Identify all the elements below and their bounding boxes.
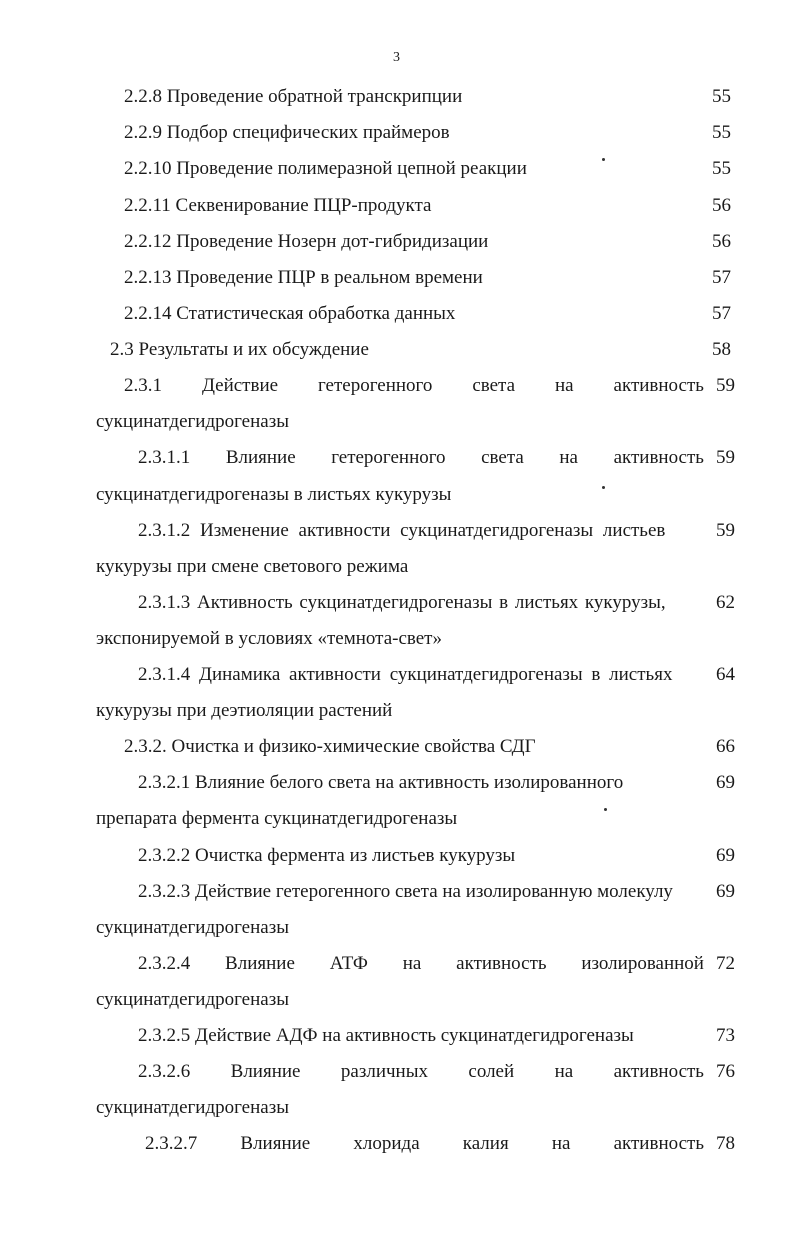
toc-entry-2-3-2-page: 66 [716, 736, 735, 757]
toc-entry-2-3-2-3-continuation: сукцинатдегидрогеназы [96, 917, 289, 938]
toc-word: на [554, 1061, 574, 1082]
toc-entry-2-2-13-title: 2.2.13 Проведение ПЦР в реальном времени [124, 267, 483, 288]
toc-entry-2-3-2-1-title: 2.3.2.1 Влияние белого света на активность изолированного [138, 772, 624, 793]
toc-entry-2-3-1-2-continuation: кукурузы при смене светового режима [96, 556, 409, 577]
toc-entry-2-2-9-title: 2.2.9 Подбор специфических праймеров [124, 122, 450, 143]
toc-word: активность [613, 1133, 704, 1154]
toc-entry-2-3-1-page: 59 [716, 375, 735, 396]
toc-entry-2-3-1-continuation: сукцинатдегидрогеназы [96, 411, 289, 432]
toc-entry-2-3-2-6-title [138, 1059, 704, 1085]
scan-speck [604, 808, 607, 811]
toc-entry-2-3-2-3-page: 69 [716, 881, 735, 902]
toc-entry-2-3-2-2-page: 69 [716, 845, 735, 866]
toc-entry-2-3-2-1-page: 69 [716, 772, 735, 793]
toc-entry-2-2-12-title: 2.2.12 Проведение Нозерн дот-гибридизации [124, 231, 489, 252]
toc-entry-2-3-1-4-page: 64 [716, 664, 735, 685]
toc-entry-2-3-title: 2.3 Результаты и их обсуждение [110, 339, 369, 360]
toc-entry-2-3-2-6-page: 76 [716, 1061, 735, 1082]
toc-entry-2-2-13-page: 57 [712, 267, 731, 288]
toc-word: гетерогенного [331, 447, 446, 468]
toc-word: на [551, 1133, 571, 1154]
toc-entry-2-3-1-title [124, 373, 704, 399]
toc-word: изолированной [581, 953, 704, 974]
toc-entry-2-3-2-7-page: 78 [716, 1133, 735, 1154]
toc-word: АТФ [329, 953, 368, 974]
toc-word: активность [456, 953, 547, 974]
toc-word: на [402, 953, 422, 974]
toc-entry-2-2-8-page: 55 [712, 86, 731, 107]
toc-entry-2-3-2-1-continuation: препарата фермента сукцинатдегидрогеназы [96, 808, 458, 829]
toc-word: гетерогенного [318, 375, 433, 396]
toc-entry-2-3-1-1-title [138, 445, 704, 471]
toc-word: 2.3.2.7 [145, 1133, 198, 1154]
toc-word: калия [462, 1133, 509, 1154]
toc-entry-2-2-11-title: 2.2.11 Секвенирование ПЦР-продукта [124, 195, 432, 216]
toc-word: Действие [201, 375, 279, 396]
toc-entry-2-3-1-2-page: 59 [716, 520, 735, 541]
toc-word: различных [340, 1061, 428, 1082]
toc-entry-2-3-1-2-title: 2.3.1.2 Изменение активности сукцинатдегидрогеназы листьев [138, 520, 666, 541]
toc-entry-2-2-9-page: 55 [712, 122, 731, 143]
scan-speck [602, 158, 605, 161]
toc-entry-2-3-2-4-page: 72 [716, 953, 735, 974]
page-number: 3 [393, 50, 400, 65]
toc-word: Влияние [225, 953, 295, 974]
toc-entry-2-3-2-5-title: 2.3.2.5 Действие АДФ на активность сукцинатдегидрогеназы [138, 1025, 634, 1046]
toc-word: Влияние [240, 1133, 311, 1154]
scan-speck [602, 486, 605, 489]
toc-entry-2-2-14-title: 2.2.14 Статистическая обработка данных [124, 303, 456, 324]
toc-entry-2-3-2-6-continuation: сукцинатдегидрогеназы [96, 1097, 289, 1118]
toc-entry-2-3-2-title: 2.3.2. Очистка и физико-химические свойства СДГ [124, 736, 536, 757]
toc-entry-2-3-1-4-continuation: кукурузы при деэтиоляции растений [96, 700, 393, 721]
toc-word: хлорида [353, 1133, 420, 1154]
toc-entry-2-3-1-3-title: 2.3.1.3 Активность сукцинатдегидрогеназы в листьях кукурузы, [138, 592, 666, 613]
toc-entry-2-3-page: 58 [712, 339, 731, 360]
toc-entry-2-2-14-page: 57 [712, 303, 731, 324]
toc-entry-2-3-2-7-title [145, 1131, 704, 1157]
toc-word: активность [613, 1061, 704, 1082]
toc-entry-2-3-2-4-title [138, 951, 704, 977]
toc-word: Влияние [225, 447, 296, 468]
toc-word: Влияние [230, 1061, 301, 1082]
toc-entry-2-3-2-4-continuation: сукцинатдегидрогеназы [96, 989, 289, 1010]
toc-word: активность [613, 447, 704, 468]
toc-entry-2-2-10-page: 55 [712, 158, 731, 179]
toc-word: активность [613, 375, 704, 396]
toc-entry-2-3-2-2-title: 2.3.2.2 Очистка фермента из листьев кукурузы [138, 845, 516, 866]
toc-word: света [472, 375, 516, 396]
toc-entry-2-3-1-4-title: 2.3.1.4 Динамика активности сукцинатдегидрогеназы в листьях [138, 664, 673, 685]
toc-entry-2-3-1-3-continuation: экспонируемой в условиях «темнота-свет» [96, 628, 442, 649]
toc-word: 2.3.2.4 [138, 953, 191, 974]
toc-word: света [481, 447, 524, 468]
toc-word: на [559, 447, 578, 468]
toc-entry-2-2-11-page: 56 [712, 195, 731, 216]
toc-entry-2-3-2-5-page: 73 [716, 1025, 735, 1046]
toc-entry-2-3-1-1-continuation: сукцинатдегидрогеназы в листьях кукурузы [96, 484, 452, 505]
toc-entry-2-2-8-title: 2.2.8 Проведение обратной транскрипции [124, 86, 463, 107]
toc-entry-2-2-10-title: 2.2.10 Проведение полимеразной цепной реакции [124, 158, 527, 179]
toc-entry-2-3-1-3-page: 62 [716, 592, 735, 613]
toc-entry-2-3-1-1-page: 59 [716, 447, 735, 468]
toc-entry-2-2-12-page: 56 [712, 231, 731, 252]
toc-entry-2-3-2-3-title: 2.3.2.3 Действие гетерогенного света на изолированную молекулу [138, 881, 673, 902]
toc-word: 2.3.1.1 [138, 447, 191, 468]
toc-word: на [554, 375, 574, 396]
toc-word: 2.3.1 [124, 375, 162, 396]
toc-word: солей [468, 1061, 515, 1082]
toc-word: 2.3.2.6 [138, 1061, 191, 1082]
